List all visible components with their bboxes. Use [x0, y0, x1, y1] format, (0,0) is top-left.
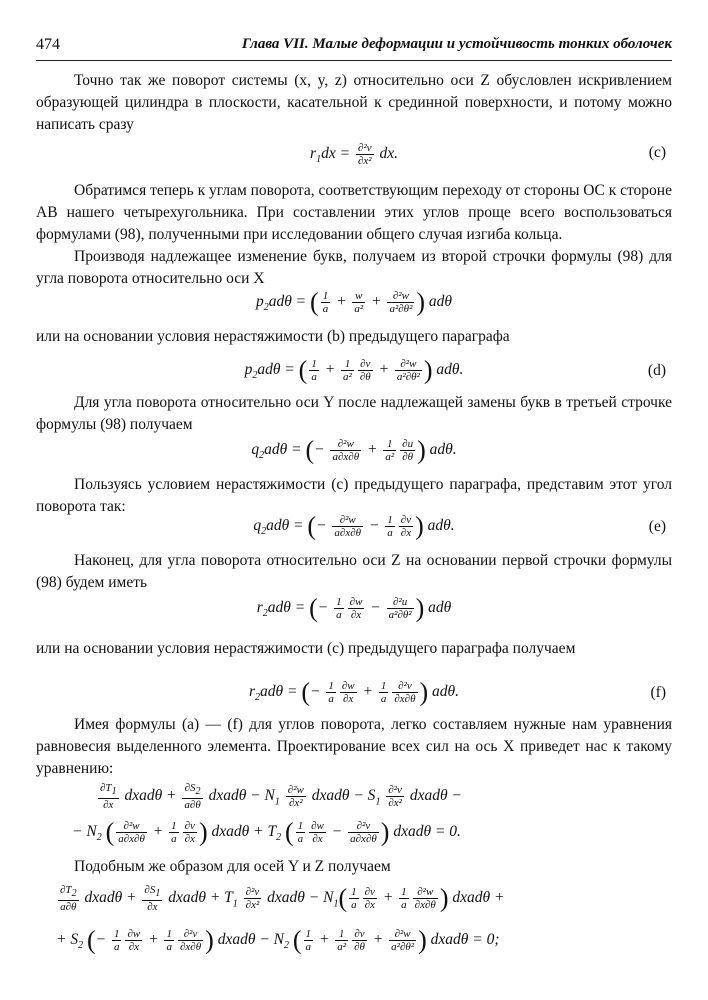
equation-tag-d: (d) [647, 362, 666, 379]
header-rule [36, 60, 672, 61]
equation-tag-f: (f) [650, 684, 666, 701]
running-title: Глава VII. Малые деформации и устойчивость тонких оболочек [241, 36, 672, 52]
equation-tag-e: (e) [648, 518, 666, 535]
paragraph-5: Для угла поворота относительно оси Y после надлежащей замены букв в третьей строчке формулы (98) получаем [36, 394, 672, 433]
paragraph-3: Производя надлежащее изменение букв, получаем из второй строчки формулы (98) для угла поворота относительно оси X [36, 248, 672, 287]
paragraph-4: или на основании условия нерастяжимости (b) предыдущего параграфа [36, 328, 510, 345]
paragraph-10: Подобным же образом для осей Y и Z получаем [74, 858, 391, 875]
paragraph-8: или на основании условия нерастяжимости (c) предыдущего параграфа получаем [36, 640, 576, 657]
paragraph-9: Имея формулы (a) — (f) для углов поворота, легко составляем нужные нам уравнения равновесия выделенного элемента. Проектирование всех сил на ось X приведет нас к такому уравнению: [36, 716, 672, 777]
page-number: 474 [36, 36, 60, 53]
paragraph-1: Точно так же поворот системы (x, y, z) относительно оси Z обусловлен искривлением образующей цилиндра в плоскости, касательной к срединной поверхности, и потому можно написать сразу [36, 72, 672, 133]
paragraph-7: Наконец, для угла поворота относительно оси Z на основании первой строчки формулы (98) будем иметь [36, 552, 672, 591]
equation-tag-c: (c) [648, 144, 666, 161]
page-header [36, 36, 672, 60]
paragraph-2: Обратимся теперь к углам поворота, соответствующим переходу от стороны OC к стороне AB нашего четырехугольника. При составлении этих углов проще всего воспользоваться формулами (98), полученными при исследовании общего случая изгиба кольца. [36, 182, 672, 243]
paragraph-6: Пользуясь условием нерастяжимости (c) предыдущего параграфа, представим этот угол поворота так: [36, 476, 672, 515]
